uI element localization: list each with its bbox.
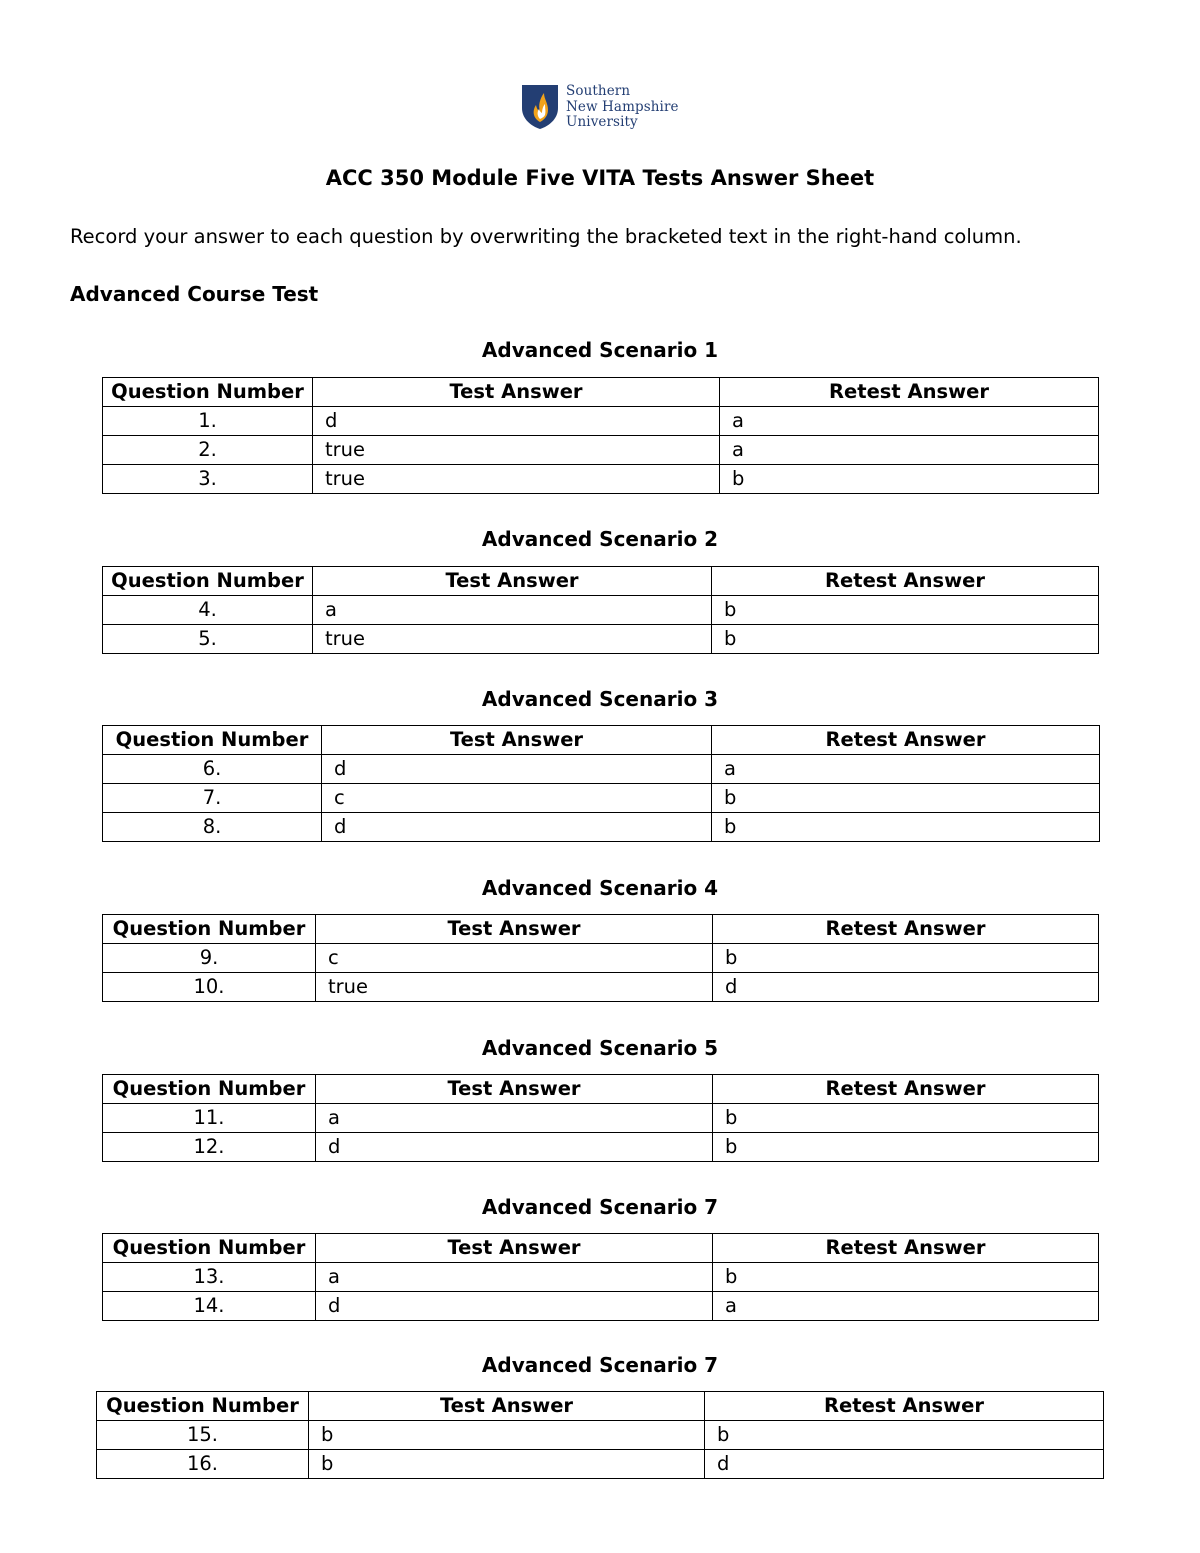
question-number-cell: 13. (103, 1263, 316, 1292)
test-answer-cell[interactable]: d (322, 813, 712, 842)
answer-table (102, 377, 1099, 494)
header-question-number: Question Number (103, 567, 313, 596)
retest-answer-cell[interactable]: b (712, 813, 1100, 842)
retest-answer-cell[interactable]: b (712, 625, 1099, 654)
header-retest-answer: Retest Answer (713, 915, 1099, 944)
table-row (103, 596, 1099, 625)
header-retest-answer: Retest Answer (713, 1075, 1099, 1104)
retest-answer-cell[interactable]: b (712, 784, 1100, 813)
answer-table (102, 566, 1099, 654)
header-test-answer: Test Answer (313, 567, 712, 596)
table-row (103, 784, 1100, 813)
scenario-title: Advanced Scenario 7 (481, 1353, 719, 1377)
question-number-cell: 15. (97, 1421, 309, 1450)
test-answer-cell[interactable]: a (316, 1104, 713, 1133)
table-header-row (103, 567, 1099, 596)
table-header-row (103, 1234, 1099, 1263)
scenario-title: Advanced Scenario 3 (481, 687, 719, 711)
test-answer-cell[interactable]: d (322, 755, 712, 784)
test-answer-cell[interactable]: b (309, 1421, 705, 1450)
test-answer-cell[interactable]: b (309, 1450, 705, 1479)
table-row (103, 1104, 1099, 1133)
retest-answer-cell[interactable]: d (705, 1450, 1104, 1479)
question-number-cell: 11. (103, 1104, 316, 1133)
header-test-answer: Test Answer (313, 378, 720, 407)
table-row (103, 625, 1099, 654)
retest-answer-cell[interactable]: d (713, 973, 1099, 1002)
table-header-row (103, 378, 1099, 407)
table-row (103, 813, 1100, 842)
table-header-row (103, 1075, 1099, 1104)
question-number-cell: 2. (103, 436, 313, 465)
test-answer-cell[interactable]: d (316, 1292, 713, 1321)
retest-answer-cell[interactable]: b (705, 1421, 1104, 1450)
answer-table (96, 1391, 1104, 1479)
retest-answer-cell[interactable]: b (713, 1104, 1099, 1133)
test-answer-cell[interactable]: true (316, 973, 713, 1002)
retest-answer-cell[interactable]: b (713, 944, 1099, 973)
header-test-answer: Test Answer (316, 915, 713, 944)
question-number-cell: 12. (103, 1133, 316, 1162)
question-number-cell: 8. (103, 813, 322, 842)
instructions-text: Record your answer to each question by overwriting the bracketed text in the right-hand column. (70, 225, 1022, 248)
page-title: ACC 350 Module Five VITA Tests Answer Sheet (325, 166, 875, 190)
table-row (103, 1292, 1099, 1321)
table-header-row (103, 726, 1100, 755)
table-row (103, 407, 1099, 436)
header-test-answer: Test Answer (309, 1392, 705, 1421)
scenario-title: Advanced Scenario 1 (481, 338, 719, 362)
question-number-cell: 9. (103, 944, 316, 973)
logo-line-3: University (566, 114, 638, 130)
header-question-number: Question Number (103, 726, 322, 755)
question-number-cell: 10. (103, 973, 316, 1002)
university-logo (521, 84, 679, 130)
test-answer-cell[interactable]: d (313, 407, 720, 436)
header-question-number: Question Number (97, 1392, 309, 1421)
test-answer-cell[interactable]: a (313, 596, 712, 625)
logo-wordmark (566, 84, 679, 131)
question-number-cell: 7. (103, 784, 322, 813)
retest-answer-cell[interactable]: a (712, 755, 1100, 784)
retest-answer-cell[interactable]: b (713, 1133, 1099, 1162)
header-retest-answer: Retest Answer (712, 567, 1099, 596)
test-answer-cell[interactable]: true (313, 465, 720, 494)
retest-answer-cell[interactable]: b (712, 596, 1099, 625)
header-retest-answer: Retest Answer (720, 378, 1099, 407)
header-question-number: Question Number (103, 1234, 316, 1263)
table-row (97, 1450, 1104, 1479)
header-test-answer: Test Answer (316, 1075, 713, 1104)
retest-answer-cell[interactable]: a (713, 1292, 1099, 1321)
scenario-title: Advanced Scenario 4 (481, 876, 719, 900)
answer-table (102, 914, 1099, 1002)
logo-line-1: Southern (566, 83, 631, 99)
retest-answer-cell[interactable]: b (713, 1263, 1099, 1292)
retest-answer-cell[interactable]: a (720, 436, 1099, 465)
header-test-answer: Test Answer (322, 726, 712, 755)
header-retest-answer: Retest Answer (705, 1392, 1104, 1421)
question-number-cell: 5. (103, 625, 313, 654)
section-heading: Advanced Course Test (70, 282, 319, 306)
test-answer-cell[interactable]: d (316, 1133, 713, 1162)
header-question-number: Question Number (103, 915, 316, 944)
test-answer-cell[interactable]: true (313, 436, 720, 465)
header-retest-answer: Retest Answer (712, 726, 1100, 755)
answer-table (102, 1233, 1099, 1321)
header-test-answer: Test Answer (316, 1234, 713, 1263)
table-row (103, 973, 1099, 1002)
question-number-cell: 14. (103, 1292, 316, 1321)
retest-answer-cell[interactable]: b (720, 465, 1099, 494)
scenario-title: Advanced Scenario 5 (481, 1036, 719, 1060)
question-number-cell: 16. (97, 1450, 309, 1479)
table-row (97, 1421, 1104, 1450)
test-answer-cell[interactable]: true (313, 625, 712, 654)
test-answer-cell[interactable]: a (316, 1263, 713, 1292)
table-header-row (97, 1392, 1104, 1421)
question-number-cell: 1. (103, 407, 313, 436)
test-answer-cell[interactable]: c (322, 784, 712, 813)
retest-answer-cell[interactable]: a (720, 407, 1099, 436)
table-row (103, 944, 1099, 973)
header-question-number: Question Number (103, 1075, 316, 1104)
question-number-cell: 4. (103, 596, 313, 625)
scenario-title: Advanced Scenario 2 (481, 527, 719, 551)
shield-flame-icon (521, 84, 559, 130)
question-number-cell: 3. (103, 465, 313, 494)
logo-line-2: New Hampshire (566, 98, 679, 115)
scenario-title: Advanced Scenario 7 (481, 1195, 719, 1219)
header-retest-answer: Retest Answer (713, 1234, 1099, 1263)
table-row (103, 436, 1099, 465)
table-header-row (103, 915, 1099, 944)
answer-table (102, 1074, 1099, 1162)
question-number-cell: 6. (103, 755, 322, 784)
test-answer-cell[interactable]: c (316, 944, 713, 973)
table-row (103, 1263, 1099, 1292)
header-question-number: Question Number (103, 378, 313, 407)
table-row (103, 755, 1100, 784)
table-row (103, 1133, 1099, 1162)
answer-table (102, 725, 1100, 842)
table-row (103, 465, 1099, 494)
